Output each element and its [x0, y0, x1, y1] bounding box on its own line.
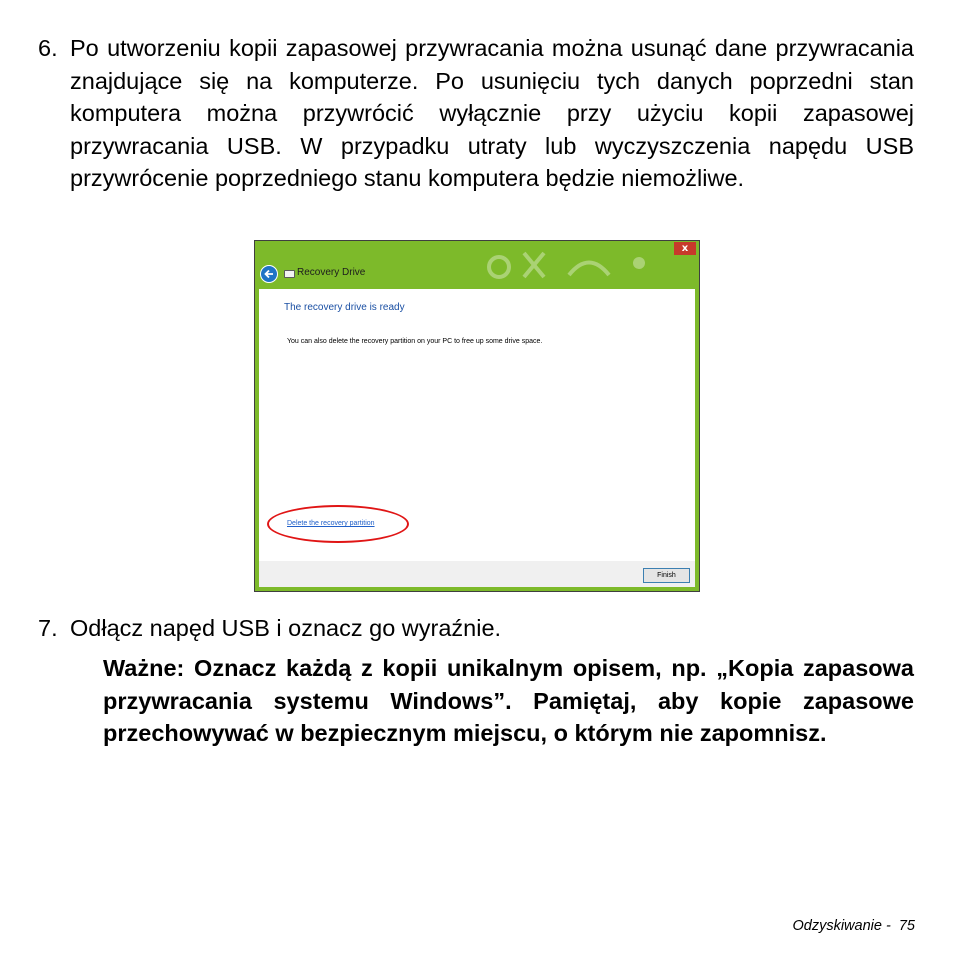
step-text: Po utworzeniu kopii zapasowej przywracania można usunąć dane przywracania znajdujące się na komputerze. Po usunięciu tych danych poprzedni stan komputera można przywrócić wyłącznie przy użyciu kopii zapasowej przywracania USB. W przypadku utraty lub wyczyszczenia napędu USB przywrócenie poprzedniego stanu komputera będzie niemożliwe.: [70, 35, 914, 191]
recovery-drive-window-screenshot: [254, 240, 700, 592]
window-footer: [259, 561, 695, 587]
step-number: 7.: [38, 615, 58, 641]
usb-drive-icon: [284, 270, 295, 278]
content-text: You can also delete the recovery partition on your PC to free up some drive space.: [287, 338, 543, 345]
step-7: [38, 612, 914, 645]
finish-button[interactable]: Finish: [643, 568, 690, 583]
footer-section: Odzyskiwanie -: [792, 918, 891, 934]
page-footer: [792, 918, 915, 934]
back-arrow-icon: [261, 266, 277, 282]
background-decoration-icon: [469, 245, 669, 285]
window-title: Recovery Drive: [297, 267, 366, 278]
close-button[interactable]: x: [674, 242, 696, 255]
step-6: [38, 32, 914, 195]
step-number: 6.: [38, 35, 58, 61]
important-note: Ważne: Oznacz każdą z kopii unikalnym opisem, np. „Kopia zapasowa przywracania systemu Windows”. Pamiętaj, aby kopie zapasowe przechowywać w bezpiecznym miejscu, o którym nie zapomnisz.: [103, 655, 914, 746]
delete-recovery-partition-link[interactable]: Delete the recovery partition: [287, 520, 375, 527]
window-title-bar: [255, 241, 699, 289]
window-content: [259, 289, 695, 561]
content-heading: The recovery drive is ready: [284, 302, 405, 313]
back-button[interactable]: [260, 265, 278, 283]
page-number: 75: [898, 918, 915, 934]
step-text: Odłącz napęd USB i oznacz go wyraźnie.: [70, 615, 502, 641]
